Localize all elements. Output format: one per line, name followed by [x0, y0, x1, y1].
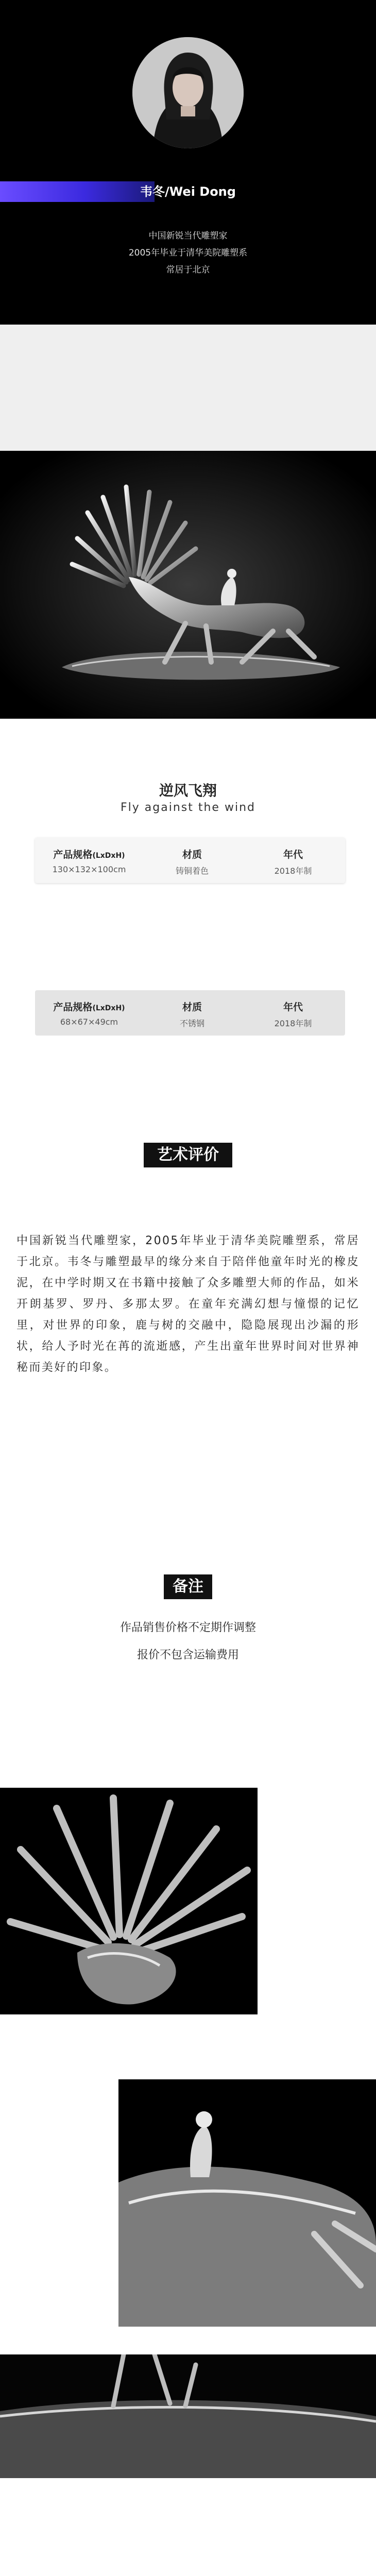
spec-size-label [35, 999, 143, 1013]
artist-header [0, 0, 376, 325]
spec-size-title: 产品规格 [53, 849, 93, 860]
spec-size-cell [35, 838, 143, 883]
review-heading: 艺术评价 [144, 1143, 232, 1167]
review-text: 中国新锐当代雕塑家，2005年毕业于清华美院雕塑系，常居于北京。韦冬与雕塑最早的缘分来自于陪伴他童年时光的橡皮泥，在中学时期又在书籍中接触了众多雕塑大师的作品，如米开朗基罗、罗丹、多那太罗。在童年充满幻想与憧憬的记忆里，对世界的印象，鹿与树的交融中，隐隐展现出沙漏的形状，给人予时光在苒的流逝感，产生出童年世界时间对世界神秘而美好的印象。 [16, 1234, 360, 1374]
spec-material-cell [143, 838, 241, 883]
notes-heading: 备注 [164, 1574, 212, 1599]
spec-material-value: 不锈钢 [179, 1019, 204, 1028]
spec-size-label [35, 847, 143, 861]
artist-bio-line-2: 2005年毕业于清华美院雕塑系 [128, 248, 248, 258]
detail-photo-antlers [0, 1788, 258, 2014]
spec-year-value: 2018年制 [274, 1019, 312, 1028]
artwork-title: 逆风飞翔 [159, 782, 217, 799]
detail-photo-rider [118, 2079, 376, 2327]
note-line-2: 报价不包含运输费用 [136, 1649, 239, 1662]
spacer-band [0, 325, 376, 451]
spec-size-value: 68×67×49cm [60, 1017, 118, 1027]
spec-material-cell [143, 990, 241, 1036]
note-line-1: 作品销售价格不定期作调整 [119, 1621, 256, 1634]
spec-size-cell [35, 990, 143, 1036]
artwork-photo-full [0, 451, 376, 719]
spec-year-label: 年代 [283, 1002, 303, 1013]
spec-year-value: 2018年制 [274, 866, 312, 876]
artist-bio-line-1: 中国新锐当代雕塑家 [148, 231, 228, 241]
spec-size-value: 130×132×100cm [52, 865, 126, 874]
artist-bio-line-3: 常居于北京 [166, 265, 210, 275]
artist-name: 韦冬/Wei Dong [140, 184, 236, 199]
detail-photo-base [0, 2354, 376, 2478]
spec-material-label: 材质 [182, 849, 202, 860]
spec-material-value: 铸铜着色 [175, 866, 209, 876]
spec-table-edition-2 [35, 990, 345, 1036]
spec-year-cell [241, 838, 345, 883]
spec-table-edition-1 [35, 838, 345, 883]
spec-size-unit: (LxDxH) [92, 852, 125, 860]
spec-size-title: 产品规格 [53, 1002, 93, 1013]
artwork-title-en: Fly against the wind [121, 801, 255, 814]
artist-avatar [132, 37, 244, 148]
spec-material-label: 材质 [182, 1002, 202, 1013]
spec-year-label: 年代 [283, 849, 303, 860]
spec-year-cell [241, 990, 345, 1036]
spec-size-unit: (LxDxH) [92, 1004, 125, 1012]
